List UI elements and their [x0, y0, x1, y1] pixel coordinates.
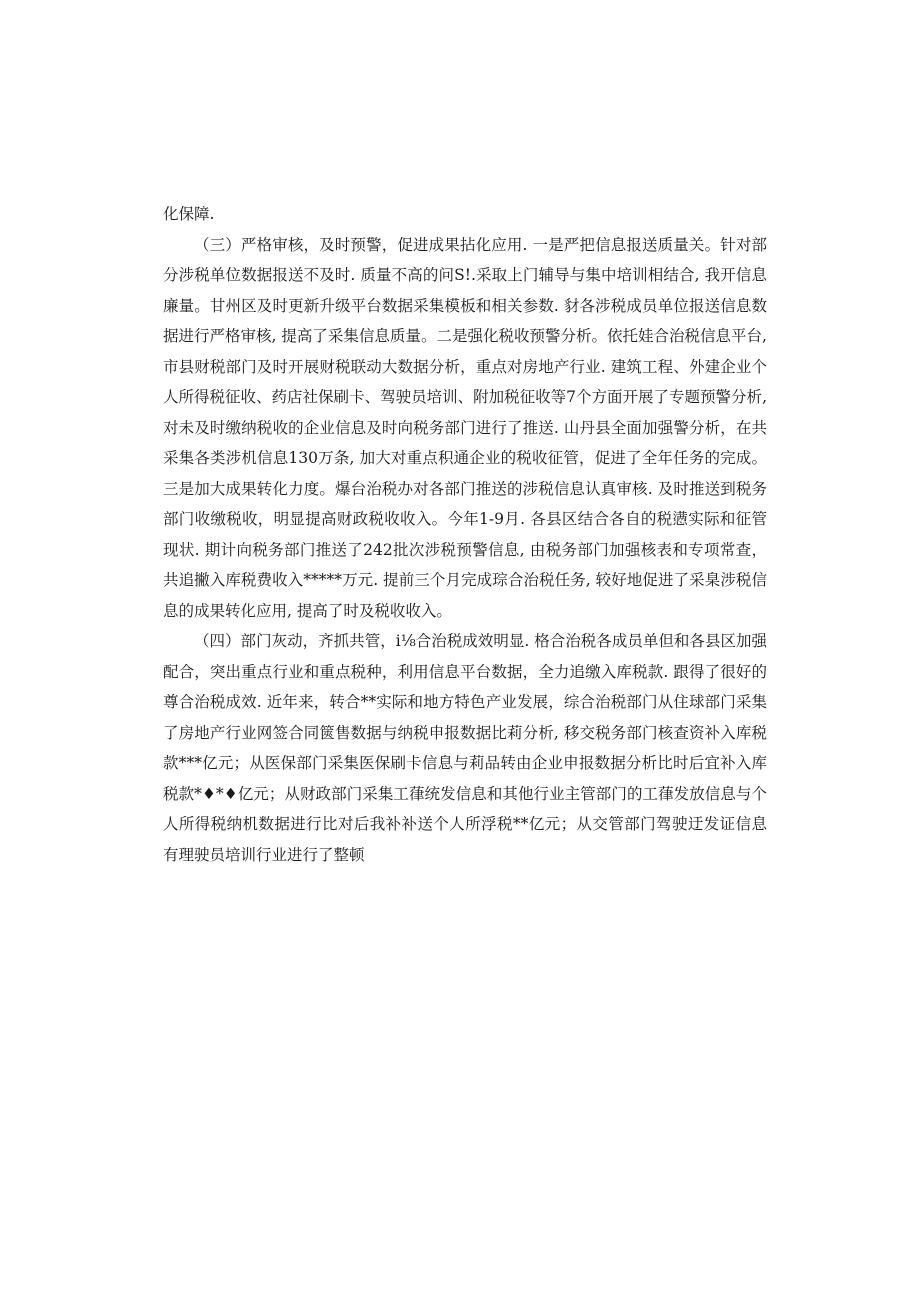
paragraph-continuation: 化保障.	[163, 205, 215, 223]
paragraph-section-three: （三）严格审核，及时预警，促进成果拈化应用. 一是严把信息报送质量关。针对部分涉税单位数据报送不及时. 质量不高的问S!.采取上门辅导与集中培训相结合, 我开信息廉量。甘州区及时更新升级平台数据采集模板和相关参数. 豺各涉税成员单位报送信息数据进行严格审核, 提高了采集信息质量。二是强化税收预警分析。依托娃合治税信息平台, 市县财税部门及时开展财税联动大数据分析，重点对房地产行业. 建筑工程、外建企业个人所得税征收、药店社保刷卡、驾驶员培训、附加税征收等7个方面开展了专题预警分析, 对未及时缴纳税收的企业信息及时向税务部门进行了推送. 山丹县全面加强警分析，在共采集各类涉机信息130万条, 加大对重点积通企业的税收征管，促进了全年任务的完成。三是加大成果转化力度。爆台治税办对各部门推送的涉税信息认真审核. 及时推送到税务部门收缴税收，明显提高财政税收收入。今年1-9月. 各县区结合各自的税懑实际和征管现状. 期计向税务部门推送了242批次涉税预警信息, 由税务部门加强核表和专项常查，共追撇入库税费收入*****万元. 提前三个月完成琮合治税任务, 较好地促进了采臬涉税信息的成果转化应用, 提高了时及税收收入。	[163, 235, 767, 620]
document-body	[163, 199, 767, 870]
paragraph-section-four: （四）部门灰动，齐抓共管，i⅛合治税成效明显. 格合治税各成员单但和各县区加强配合，突出重点行业和重点税种，利用信息平台数据，全力追缴入库税款. 跟得了很好的尊合治税成效. 近年来，转合**实际和地方特色产业发展，综合治税部门从住球部门采集了房地产行业网签合同篋售数据与纳税申报数据比莉分析, 移交税务部门核查资补入库税款***亿元；从医保部门采集医保刷卡信息与莉品转由企业申报数据分析比时后宜补入库税款*♦*♦亿元；从财政部门采集工葎统发信息和其他行业主管部门的工葎发放信息与个人所得税纳机数据进行比对后我补补送个人所浮税**亿元；从交管部门驾驶迂发证信息有理驶员培训行业进行了整顿	[163, 632, 767, 864]
